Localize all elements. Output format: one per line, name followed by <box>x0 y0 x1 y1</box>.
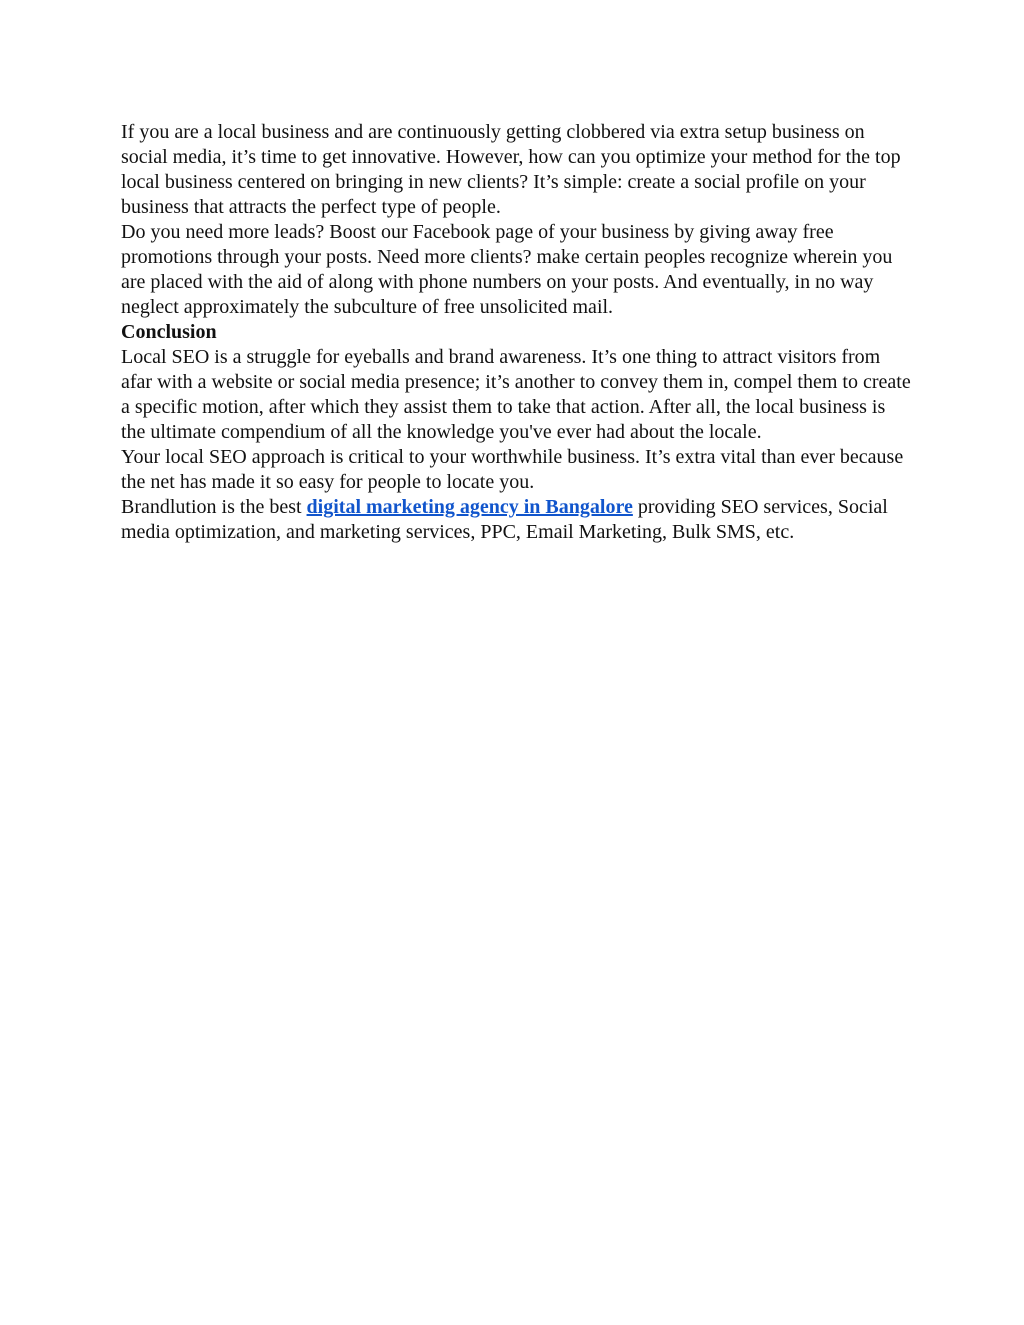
paragraph-seo-approach: Your local SEO approach is critical to your worthwhile business. It’s extra vital than ever because the net has made it so easy for people to locate you. <box>121 446 904 493</box>
section-heading-conclusion: Conclusion <box>121 321 217 343</box>
paragraph-intro: If you are a local business and are continuously getting clobbered via extra setup business on social media, it’s time to get innovative. However, how can you optimize your method for the top local business centered on bringing in new clients? It’s simple: create a social profile on your business that attracts the perfect type of people. <box>121 121 901 218</box>
brandlution-text-after: providing SEO services, Social media optimization, and marketing services, PPC, Email Marketing, Bulk SMS, etc. <box>121 496 888 543</box>
brandlution-text-before: Brandlution is the best <box>121 496 307 518</box>
digital-marketing-agency-link[interactable]: digital marketing agency in Bangalore <box>306 496 633 518</box>
paragraph-brandlution <box>121 495 913 545</box>
document-body <box>121 120 913 545</box>
paragraph-leads: Do you need more leads? Boost our Facebook page of your business by giving away free promotions through your posts. Need more clients? make certain peoples recognize wherein you are placed with the aid of along with phone numbers on your posts. And eventually, in no way neglect approximately the subculture of free unsolicited mail. <box>121 221 893 318</box>
paragraph-local-seo: Local SEO is a struggle for eyeballs and brand awareness. It’s one thing to attract visitors from afar with a website or social media presence; it’s another to convey them in, compel them to create a specific motion, after which they assist them to take that action. After all, the local business is the ultimate compendium of all the knowledge you've ever had about the locale. <box>121 346 911 443</box>
